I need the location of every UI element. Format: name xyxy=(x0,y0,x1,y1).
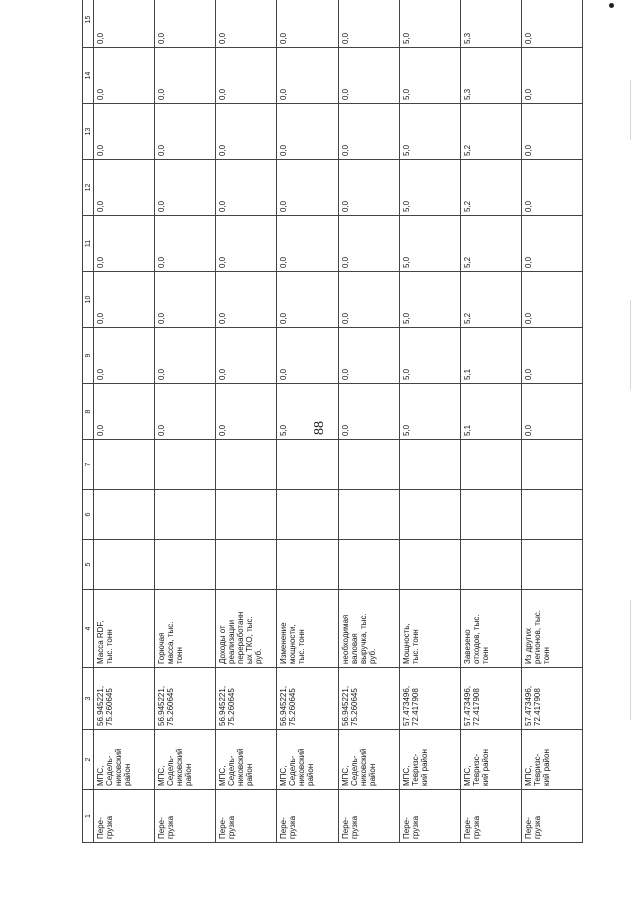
column-header-8: 8 xyxy=(83,384,94,440)
table-cell: Пере- грузка xyxy=(277,790,338,843)
table-row xyxy=(94,0,155,843)
scan-line xyxy=(630,600,631,720)
table-cell: 0,0 xyxy=(277,48,338,104)
table-cell: 0,0 xyxy=(277,328,338,384)
column-header-14: 14 xyxy=(83,48,94,104)
table-cell: 56.945221, 75.260645 xyxy=(277,668,338,730)
column-header-4: 4 xyxy=(83,590,94,668)
table-row xyxy=(399,0,460,843)
table-cell: 0,0 xyxy=(216,328,277,384)
table-cell: Завезено отходов, тыс. тонн xyxy=(460,590,521,668)
table-cell: 0,0 xyxy=(155,384,216,440)
column-header-3: 3 xyxy=(83,668,94,730)
table-cell xyxy=(94,490,155,540)
table-cell: 0,0 xyxy=(155,216,216,272)
table-cell: 5,0 xyxy=(399,160,460,216)
table-cell: 0,0 xyxy=(94,104,155,160)
table-cell: 0,0 xyxy=(521,328,582,384)
table-cell xyxy=(521,490,582,540)
table-cell: 5,0 xyxy=(399,272,460,328)
table-cell xyxy=(94,440,155,490)
table-cell: Пере- грузка xyxy=(521,790,582,843)
table-cell xyxy=(521,440,582,490)
table-cell: 0,0 xyxy=(277,0,338,48)
page-number: 88 xyxy=(312,421,327,435)
table-cell: 0,0 xyxy=(94,0,155,48)
table-cell: 5,2 xyxy=(460,272,521,328)
table-cell: 57.473496, 72.417908 xyxy=(399,668,460,730)
table-cell: Изменение мощности, тыс. тонн xyxy=(277,590,338,668)
table-cell xyxy=(216,540,277,590)
table-cell xyxy=(155,490,216,540)
table-cell: 0,0 xyxy=(155,272,216,328)
table-cell xyxy=(277,440,338,490)
rotated-table-frame xyxy=(82,15,583,843)
table-cell: 0,0 xyxy=(94,160,155,216)
header-row xyxy=(83,0,94,843)
table-cell: 0,0 xyxy=(338,48,399,104)
table-cell: 0,0 xyxy=(338,0,399,48)
table-cell: 0,0 xyxy=(94,48,155,104)
table-cell xyxy=(460,490,521,540)
table-cell: 0,0 xyxy=(155,104,216,160)
table-cell: 0,0 xyxy=(521,384,582,440)
table-cell: 0,0 xyxy=(94,328,155,384)
table-cell: 5,0 xyxy=(399,104,460,160)
table-cell: 56.945221, 75.260645 xyxy=(155,668,216,730)
table-cell: МПС, Тевризс- кий район xyxy=(460,730,521,790)
table-cell: 0,0 xyxy=(216,48,277,104)
column-header-15: 15 xyxy=(83,0,94,48)
table-cell: 5,0 xyxy=(399,384,460,440)
table-cell: 57.473496, 72.417908 xyxy=(521,668,582,730)
table-cell: МПС, Седель- никовский район xyxy=(277,730,338,790)
table-cell xyxy=(155,540,216,590)
table-cell: 5,0 xyxy=(399,216,460,272)
scan-line xyxy=(630,300,631,390)
table-cell: 0,0 xyxy=(216,384,277,440)
table-cell: 0,0 xyxy=(338,328,399,384)
scan-dot xyxy=(609,3,614,8)
table-cell: 56.945221, 75.260645 xyxy=(338,668,399,730)
table-cell: МПС, Тевризс- кий район xyxy=(399,730,460,790)
table-cell xyxy=(94,540,155,590)
table-cell: 56.945221, 75.260645 xyxy=(94,668,155,730)
table-cell: 0,0 xyxy=(521,104,582,160)
table-cell: 0,0 xyxy=(155,328,216,384)
table-cell: 57.473496, 72.417908 xyxy=(460,668,521,730)
table-cell: Из других регионов, тыс. тонн xyxy=(521,590,582,668)
table-cell xyxy=(155,440,216,490)
table-cell: 0,0 xyxy=(521,0,582,48)
table-cell: 56.945221, 75.260645 xyxy=(216,668,277,730)
table-cell: 5,0 xyxy=(399,48,460,104)
table-cell: МПС, Тевризс- кий район xyxy=(521,730,582,790)
table-cell: 0,0 xyxy=(521,48,582,104)
table-cell: 0,0 xyxy=(155,160,216,216)
table-cell: 0,0 xyxy=(277,160,338,216)
table-cell: 0,0 xyxy=(216,272,277,328)
table-cell: необходимая валовая выручка, тыс. руб. xyxy=(338,590,399,668)
column-header-10: 10 xyxy=(83,272,94,328)
table-cell: 0,0 xyxy=(216,216,277,272)
table-cell: Пере- грузка xyxy=(399,790,460,843)
table-cell: Пере- грузка xyxy=(460,790,521,843)
table-cell xyxy=(338,490,399,540)
table-cell: МПС, Седель- никовский район xyxy=(155,730,216,790)
table-cell: 0,0 xyxy=(216,160,277,216)
table-cell xyxy=(338,540,399,590)
table-cell xyxy=(399,490,460,540)
table-cell: Горючая масса, тыс. тонн xyxy=(155,590,216,668)
table-cell: 5,0 xyxy=(277,384,338,440)
table-cell: 5,3 xyxy=(460,48,521,104)
table-cell: 5,2 xyxy=(460,160,521,216)
column-header-12: 12 xyxy=(83,160,94,216)
table-cell: 0,0 xyxy=(338,384,399,440)
table-cell: 0,0 xyxy=(521,216,582,272)
table-cell: Доходы от реализации переработанн ых ТКО, тыс. руб. xyxy=(216,590,277,668)
table-cell: 0,0 xyxy=(216,104,277,160)
table-cell: МПС, Седель- никовский район xyxy=(94,730,155,790)
table-row xyxy=(460,0,521,843)
table-cell: Пере- грузка xyxy=(338,790,399,843)
table-cell xyxy=(399,440,460,490)
table-cell: Пере- грузка xyxy=(155,790,216,843)
table-cell: 0,0 xyxy=(155,0,216,48)
table-row xyxy=(155,0,216,843)
table-row xyxy=(216,0,277,843)
table-row xyxy=(521,0,582,843)
table-cell: 0,0 xyxy=(521,160,582,216)
table-cell: МПС, Седель- никовский район xyxy=(216,730,277,790)
table-cell: 5,2 xyxy=(460,104,521,160)
table-cell: 0,0 xyxy=(155,48,216,104)
table-cell: 0,0 xyxy=(94,216,155,272)
table-cell: 5,3 xyxy=(460,0,521,48)
table-cell: Пере- грузка xyxy=(94,790,155,843)
table-row xyxy=(338,0,399,843)
table-cell: 0,0 xyxy=(94,384,155,440)
scan-line xyxy=(630,80,631,140)
column-header-9: 9 xyxy=(83,328,94,384)
table-cell: 0,0 xyxy=(521,272,582,328)
table-cell: 0,0 xyxy=(94,272,155,328)
table-cell: Пере- грузка xyxy=(216,790,277,843)
table-row xyxy=(277,0,338,843)
table-cell: 5,0 xyxy=(399,0,460,48)
table-cell: 5,1 xyxy=(460,384,521,440)
table-cell xyxy=(277,540,338,590)
column-header-6: 6 xyxy=(83,490,94,540)
table-cell: 0,0 xyxy=(216,0,277,48)
table-cell xyxy=(216,490,277,540)
table-cell: 0,0 xyxy=(338,272,399,328)
table-body xyxy=(94,0,583,843)
column-header-13: 13 xyxy=(83,104,94,160)
table-cell: 0,0 xyxy=(277,104,338,160)
table-cell xyxy=(399,540,460,590)
column-header-5: 5 xyxy=(83,540,94,590)
column-header-1: 1 xyxy=(83,790,94,843)
table-cell: МПС, Седель- никовский район xyxy=(338,730,399,790)
table-cell xyxy=(216,440,277,490)
table-cell: 5,1 xyxy=(460,328,521,384)
table-cell xyxy=(521,540,582,590)
table-cell: 0,0 xyxy=(338,216,399,272)
data-table xyxy=(82,0,583,843)
table-cell xyxy=(338,440,399,490)
table-cell: 5,0 xyxy=(399,328,460,384)
table-cell: Мощность, тыс. тонн xyxy=(399,590,460,668)
table-cell: 0,0 xyxy=(277,272,338,328)
table-cell: 0,0 xyxy=(338,104,399,160)
column-header-11: 11 xyxy=(83,216,94,272)
table-cell: 0,0 xyxy=(338,160,399,216)
table-cell xyxy=(460,540,521,590)
table-cell: 5,2 xyxy=(460,216,521,272)
rotated-table xyxy=(82,15,583,843)
table-cell xyxy=(460,440,521,490)
column-header-7: 7 xyxy=(83,440,94,490)
column-header-2: 2 xyxy=(83,730,94,790)
table-cell: Масса RDF, тыс. тонн xyxy=(94,590,155,668)
table-cell xyxy=(277,490,338,540)
table-cell: 0,0 xyxy=(277,216,338,272)
